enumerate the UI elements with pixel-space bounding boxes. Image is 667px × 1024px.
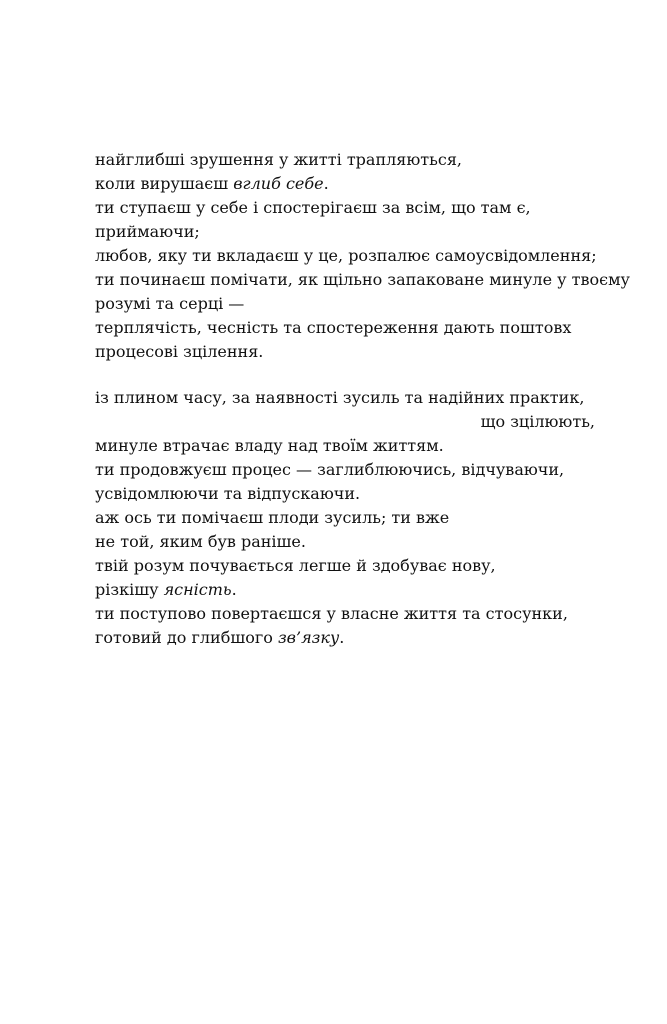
poem-line: аж ось ти помічаєш плоди зусиль; ти вже	[95, 508, 450, 527]
poem-line: минуле втрачає владу над твоїм життям.	[95, 436, 444, 455]
poem-text: .	[339, 628, 345, 647]
poem-line: ти продовжуєш процес — заглиблюючись, відчуваючи,	[95, 460, 565, 479]
poem-line: ти починаєш помічати, як щільно запаковане минуле у твоєму	[95, 270, 630, 289]
poem-line	[95, 626, 615, 650]
poem-text: .	[323, 174, 329, 193]
poem-line: приймаючи;	[95, 222, 200, 241]
emphasis-text: ясність	[163, 580, 232, 599]
poem-line: ти поступово повертаєшся у власне життя та стосунки,	[95, 604, 568, 623]
poem-line: ти ступаєш у себе і спостерігаєш за всім, що там є,	[95, 198, 531, 217]
poem-line: процесові зцілення.	[95, 342, 264, 361]
stanza-1	[95, 148, 630, 364]
poem-line: усвідомлюючи та відпускаючи.	[95, 484, 361, 503]
poem-line: із плином часу, за наявності зусиль та надійних практик,	[95, 388, 585, 407]
poem-line	[95, 172, 615, 196]
poem-line: терплячість, чесність та спостереження дають поштовх	[95, 318, 572, 337]
poem-line	[95, 578, 615, 602]
emphasis-text: зв’язку	[277, 628, 340, 647]
poem-text: готовий до глибшого	[95, 628, 278, 647]
emphasis-text: вглиб себе	[233, 174, 324, 193]
poem-line: любов, яку ти вкладаєш у це, розпалює самоусвідомлення;	[95, 246, 597, 265]
poem-page	[95, 148, 630, 650]
stanza-2	[95, 386, 615, 650]
poem-text: різкішу	[95, 580, 164, 599]
poem-line: найглибші зрушення у житті трапляються,	[95, 150, 462, 169]
poem-line: твій розум почувається легше й здобуває нову,	[95, 556, 496, 575]
poem-line: не той, яким був раніше.	[95, 532, 306, 551]
poem-text: коли вирушаєш	[95, 174, 234, 193]
poem-text: .	[231, 580, 237, 599]
poem-line-right-aligned: що зцілюють,	[480, 412, 595, 431]
poem-line: розумі та серці —	[95, 294, 245, 313]
